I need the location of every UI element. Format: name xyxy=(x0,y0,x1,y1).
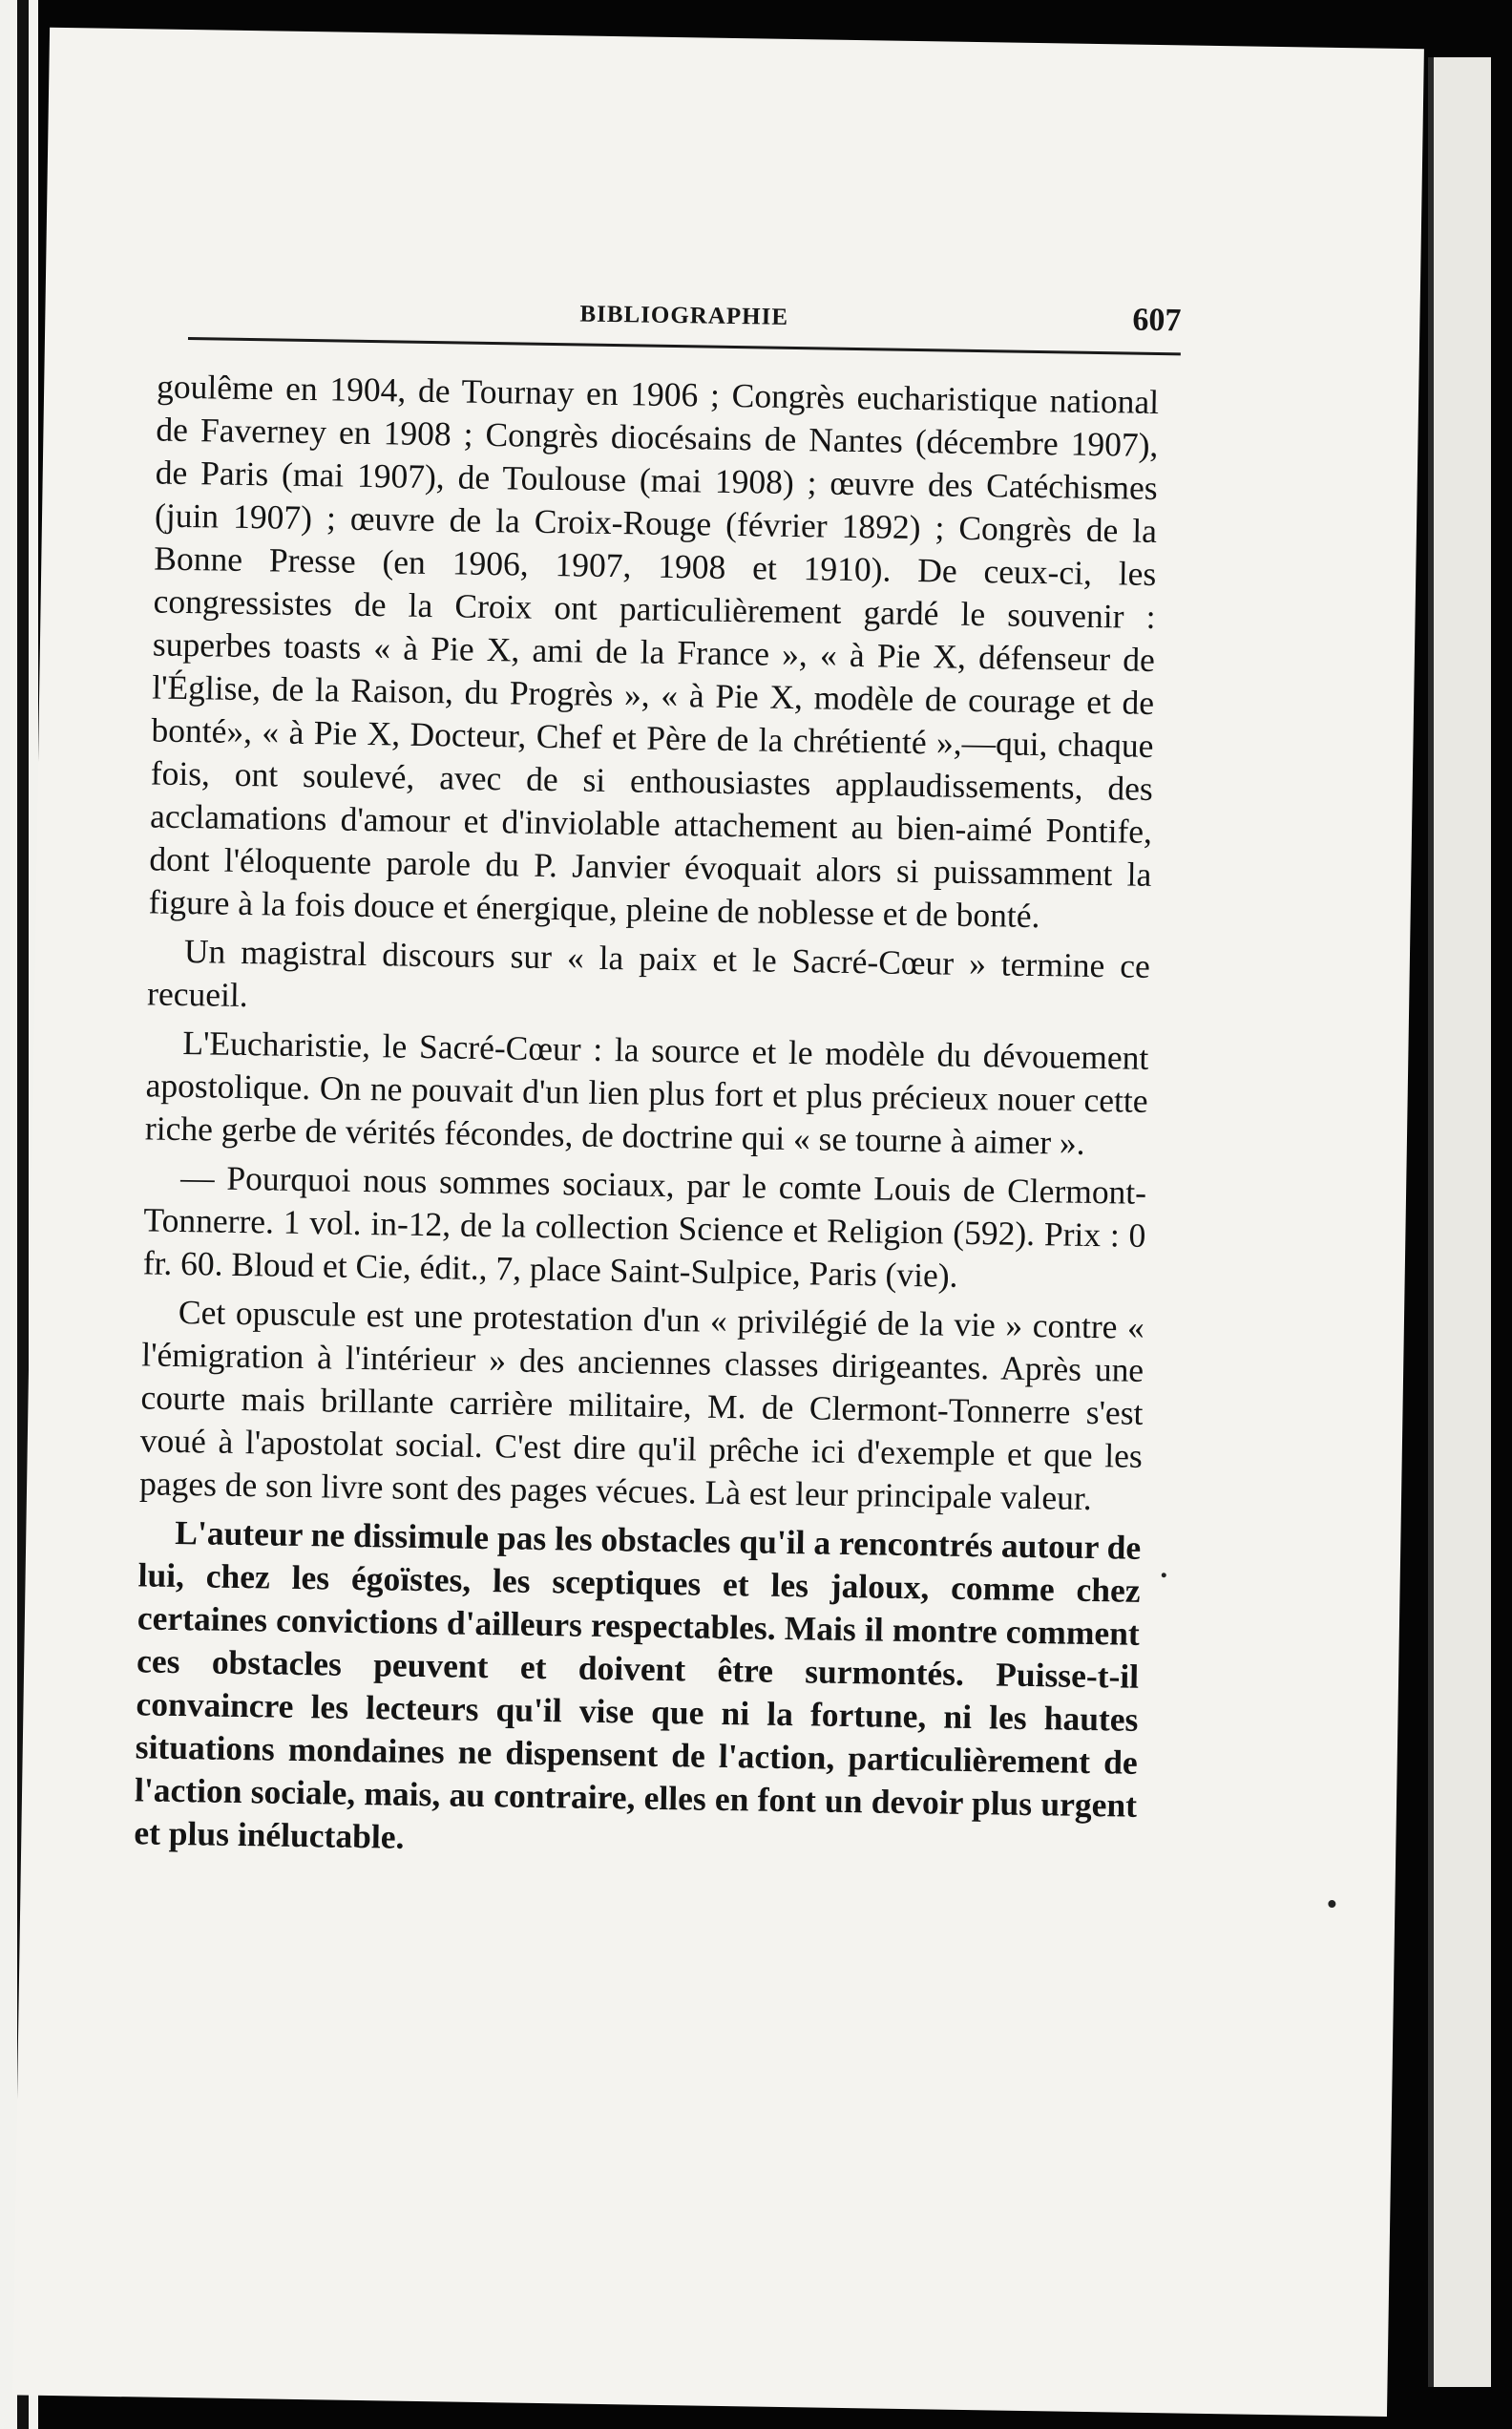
book-page xyxy=(12,28,1424,2417)
speck-mark xyxy=(1328,1900,1335,1908)
paragraph-5: Cet opuscule est une protestation d'un « privilégié de la vie » contre « l'émigration à l'intérieur » des anciennes classes dirigeantes. Après une courte mais brillante carrière militaire, M. de Clermont-Tonnerre s'est voué à l'apostolat social. C'est dire qu'il prêche ici d'exemple et que les pages de son livre sont des pages vécues. Là est leur principale valeur. xyxy=(138,1292,1145,1518)
paragraph-3: L'Eucharistie, le Sacré-Cœur : la source et le modèle du dévouement apostolique. On ne pouvait d'un lien plus fort et plus précieux nouer cette riche gerbe de vérités fécondes, de doctrine qui « se tourne à aimer ». xyxy=(144,1024,1149,1162)
paragraph-6: L'auteur ne dissimule pas les obstacles qu'il a rencontrés autour de lui, chez les égoïstes, les sceptiques et les jaloux, comme chez certaines convictions d'ailleurs respectables. Mais il montre comment ces obstacles peuvent et doivent être surmontés. Puisse-t-il convaincre les lecteurs qu'il vise que ni la fortune, ni les hautes situations mondaines ne dispensent de l'action, particulièrement de l'action sociale, mais, au contraire, elles en font un devoir plus urgent et plus inéluctable. xyxy=(134,1512,1142,1856)
paragraph-4-bibliographic-entry: — Pourquoi nous sommes sociaux, par le comte Louis de Clermont-Tonnerre. 1 vol. in-12, de la collection Science et Religion (592). Prix : 0 fr. 60. Bloud et Cie, édit., 7, place Saint-Sulpice, Paris (vie). xyxy=(142,1157,1147,1295)
paragraph-2: Un magistral discours sur « la paix et le Sacré-Cœur » termine ce recueil. xyxy=(146,932,1151,1015)
paragraph-1: goulême en 1904, de Tournay en 1906 ; Congrès eucharistique national de Faverney en 1908 ; Congrès diocésains de Nantes (décembre 1907), de Paris (mai 1907), de Toulouse (mai 1908) ; œuvre des Catéchismes (juin 1907) ; œuvre de la Croix-Rouge (février 1892) ; Congrès de la Bonne Presse (en 1906, 1907, 1908 et 1910). De ceux-ci, les congressistes de la Croix ont particulièrement gardé le souvenir : superbes toasts « à Pie X, ami de la France », « à Pie X, défenseur de l'Église, de la Raison, du Progrès », « à Pie X, modèle de courage et de bonté», « à Pie X, Docteur, Chef et Père de la chrétienté »,—qui, chaque fois, ont soulevé, avec de si enthousiastes applaudissements, des acclamations d'amour et d'inviolable attachement au bien-aimé Pontife, dont l'éloquente parole du P. Janvier évoquait alors si puissamment la figure à la fois douce et énergique, pleine de noblesse et de bonté. xyxy=(148,367,1160,936)
page-body xyxy=(134,366,1159,1870)
page-header xyxy=(188,278,1182,362)
speck-mark xyxy=(1162,1573,1166,1577)
page-stack-edge xyxy=(1428,57,1491,2387)
header-rule xyxy=(188,337,1181,355)
running-head: BIBLIOGRAPHIE xyxy=(579,301,789,330)
page-number: 607 xyxy=(1132,302,1182,339)
